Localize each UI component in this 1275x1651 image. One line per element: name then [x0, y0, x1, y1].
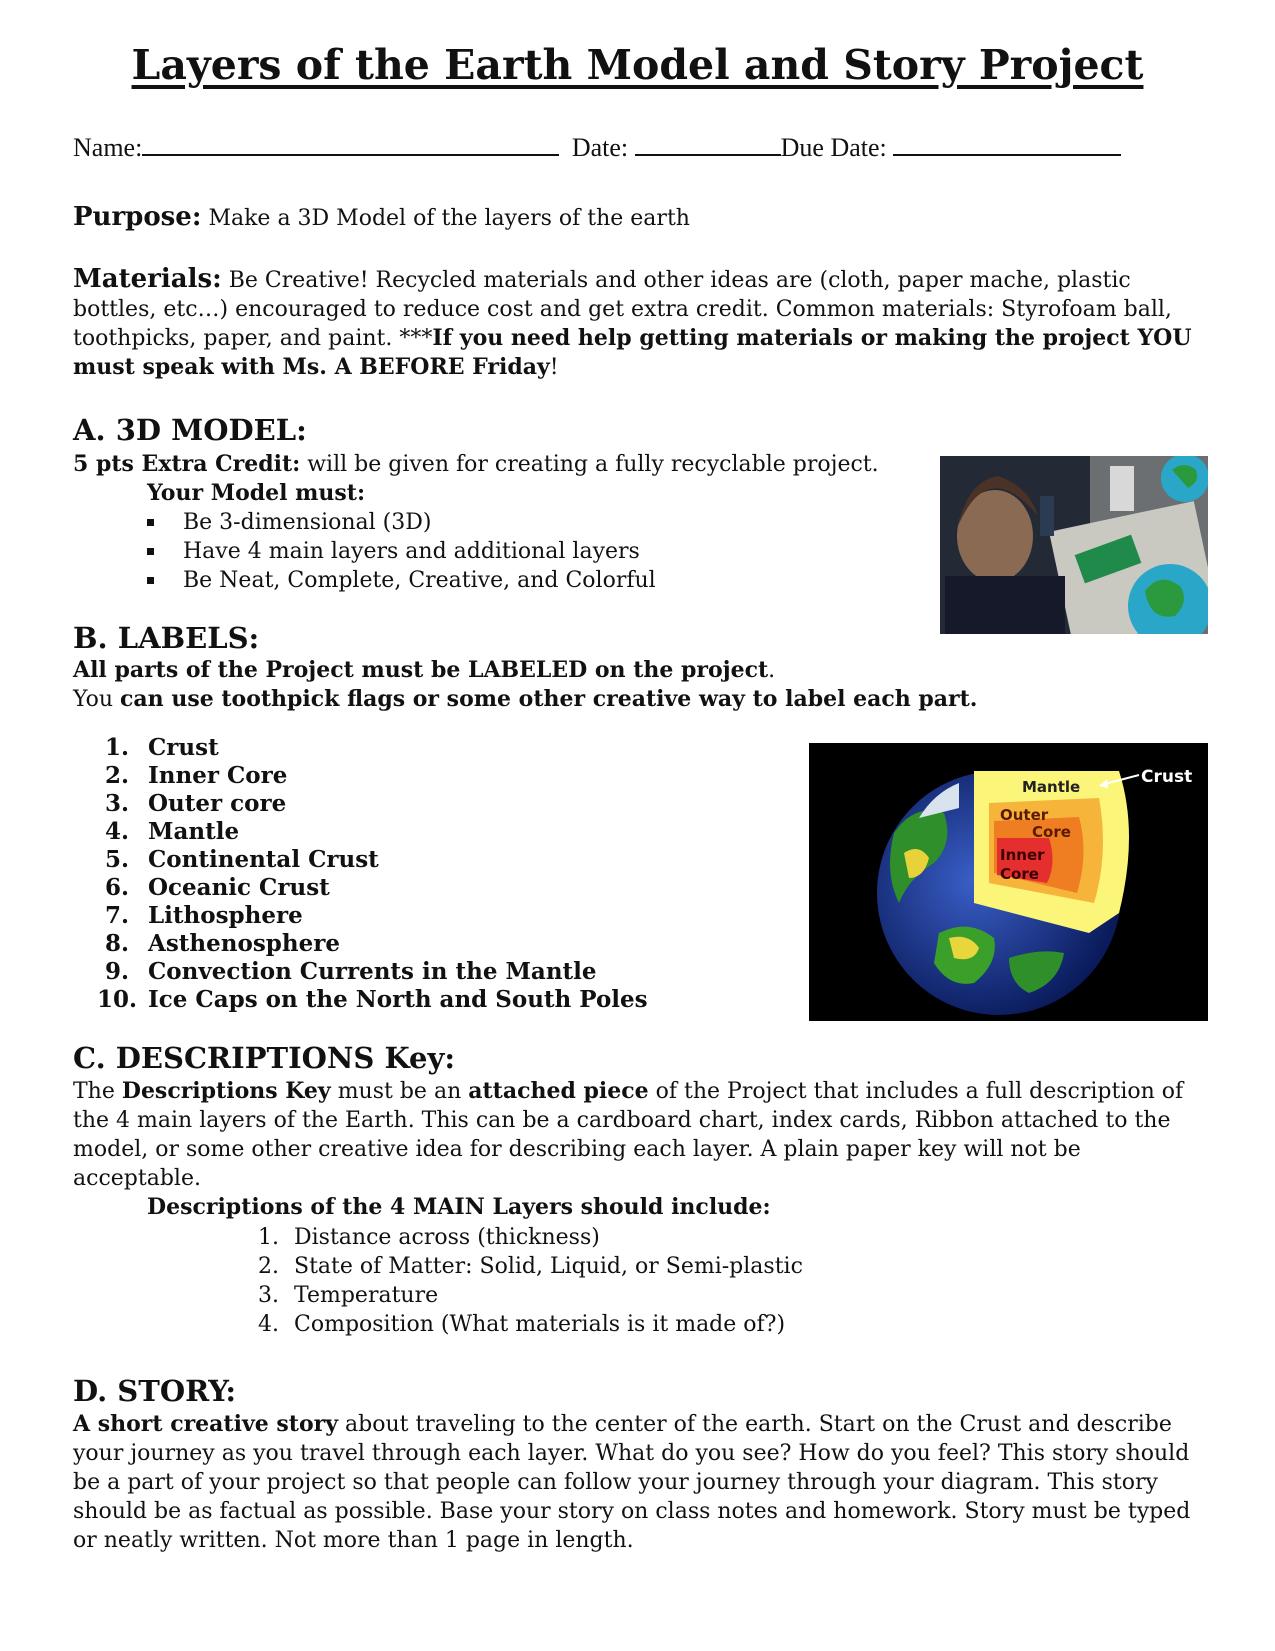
page-title: Layers of the Earth Model and Story Project — [131, 41, 1144, 89]
materials-end: ! — [549, 355, 559, 380]
list-item: 6. Oceanic Crust — [105, 874, 330, 901]
extra-credit-label: 5 pts Extra Credit: — [73, 451, 301, 477]
outer-core-label-1: Outer — [1000, 806, 1049, 824]
materials-label: Materials: — [73, 264, 222, 294]
list-item: 2. State of Matter: Solid, Liquid, or Semi-plastic — [258, 1254, 803, 1279]
list-item: Be 3-dimensional (3D) — [147, 508, 847, 537]
label-parts-list — [73, 733, 773, 1013]
list-item: 1. Crust — [105, 734, 219, 761]
story-text: about traveling to the center of the earth. Start on the Crust and describe your journey as you travel through each layer. What do you see? How do you feel? This story should be a part of your project so that people can follow your journey through your diagram. This story should be as factual as possible. Base your story on class notes and homework. Story must be typed or neatly written. Not more than 1 page in length. — [73, 1412, 1191, 1553]
descriptions-paragraph — [73, 1077, 1213, 1193]
purpose-text: Make a 3D Model of the layers of the earth — [208, 206, 690, 231]
list-item: 10. Ice Caps on the North and South Poles — [97, 986, 648, 1013]
extra-credit-line — [73, 450, 933, 479]
labels-method: can use toothpick flags or some other creative way to label each part. — [120, 686, 978, 712]
header-fields — [73, 130, 1203, 165]
descriptions-list — [258, 1223, 958, 1339]
crust-label: Crust — [1141, 767, 1193, 787]
desc-text-1: The — [73, 1079, 122, 1104]
section-d-heading: D. STORY: — [73, 1374, 237, 1408]
mantle-label: Mantle — [1022, 778, 1081, 796]
list-item: Have 4 main layers and additional layers — [147, 537, 847, 566]
list-item: 9. Convection Currents in the Mantle — [105, 958, 597, 985]
list-item: 5. Continental Crust — [105, 846, 379, 873]
outer-core-label-2: Core — [1032, 823, 1071, 841]
materials-stars: *** — [399, 326, 433, 351]
labels-requirement: All parts of the Project must be LABELED on the project — [73, 657, 769, 683]
extra-credit-text: will be given for creating a fully recyclable project. — [300, 452, 879, 477]
labels-line-1 — [73, 656, 1073, 685]
list-item: 4. Mantle — [105, 818, 240, 845]
labels-period: . — [768, 658, 776, 683]
purpose-label: Purpose: — [73, 202, 202, 232]
descriptions-sub-label: Descriptions of the 4 MAIN Layers should include: — [147, 1194, 771, 1220]
desc-bold-1: Descriptions Key — [121, 1078, 331, 1104]
date-field[interactable] — [635, 130, 781, 156]
model-requirements-list — [147, 508, 847, 595]
earth-layers-diagram — [809, 743, 1208, 1021]
section-c-heading: C. DESCRIPTIONS Key: — [73, 1041, 456, 1075]
story-bold: A short creative story — [73, 1411, 338, 1437]
desc-text-3: of the Project that includes a full description of the 4 main layers of the Earth. This can be a cardboard chart, index cards, Ribbon attached to the model, or some other creative idea for describing each layer. A plain paper key will not be acceptable. — [73, 1079, 1184, 1191]
materials-note: If you need help getting materials or making the project YOU must speak with Ms. A BEFORE Friday — [73, 325, 1192, 380]
model-must-label: Your Model must: — [147, 480, 366, 506]
inner-core-label-2: Core — [1000, 865, 1039, 883]
purpose-line — [73, 203, 1203, 233]
list-item: 3. Temperature — [258, 1283, 439, 1308]
section-b-heading: B. LABELS: — [73, 621, 260, 655]
section-a-heading: A. 3D MODEL: — [73, 413, 307, 447]
labels-you: You — [73, 687, 121, 712]
list-item: 2. Inner Core — [105, 762, 288, 789]
due-date-field[interactable] — [893, 130, 1121, 156]
list-item: 8. Asthenosphere — [105, 930, 340, 957]
name-label: Name: — [73, 133, 143, 162]
date-label: Date: — [571, 133, 629, 162]
story-paragraph — [73, 1410, 1213, 1555]
due-date-label: Due Date: — [780, 133, 887, 162]
list-item: 7. Lithosphere — [105, 902, 303, 929]
labels-line-2 — [73, 685, 1073, 714]
student-model-photo — [940, 456, 1208, 634]
name-field[interactable] — [142, 130, 559, 156]
materials-paragraph — [73, 265, 1203, 382]
materials-text: Be Creative! Recycled materials and other ideas are (cloth, paper mache, plastic bottles, etc…) encouraged to reduce cost and get extra credit. Common materials: Styrofoam ball, toothpicks, paper, and paint. — [73, 268, 1172, 351]
desc-bold-2: attached piece — [468, 1078, 649, 1104]
list-item: 1. Distance across (thickness) — [258, 1225, 600, 1250]
list-item: 3. Outer core — [105, 790, 287, 817]
list-item: Be Neat, Complete, Creative, and Colorful — [147, 566, 847, 595]
desc-text-2: must be an — [330, 1079, 469, 1104]
inner-core-label-1: Inner — [1000, 846, 1045, 864]
list-item: 4. Composition (What materials is it made of?) — [258, 1312, 786, 1337]
